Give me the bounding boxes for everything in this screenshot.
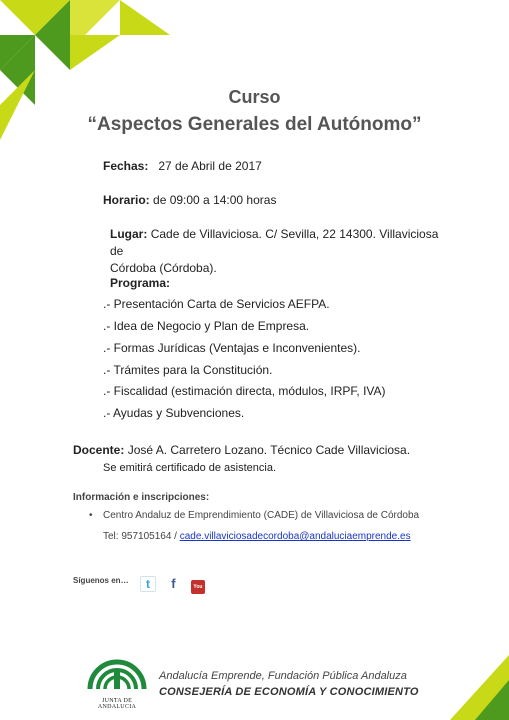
lugar-row [110,226,450,277]
docente-value: José A. Carretero Lozano. Técnico Cade Villaviciosa. [127,443,411,457]
junta-emblem-icon [86,655,148,691]
footer-line2: CONSEJERÍA DE ECONOMÍA Y CONOCIMIENTO [159,686,419,698]
lugar-value-line1: Cade de Villaviciosa. C/ Sevilla, 22 14300. Villaviciosa de [110,227,439,258]
course-label: Curso [228,87,281,107]
social-label: Síguenos en… [73,576,129,585]
programa-item: .- Trámites para la Constitución. [103,363,273,377]
programa-item: .- Formas Jurídicas (Ventajas e Inconvenientes). [103,341,361,355]
programa-heading-text: Programa: [110,276,171,290]
horario-row [103,193,276,207]
facebook-icon[interactable]: f [166,577,180,591]
fechas-value: 27 de Abril de 2017 [158,159,262,173]
info-heading: Información e inscripciones: [73,492,210,503]
programa-item: .- Ayudas y Subvenciones. [103,406,245,420]
docente-row [73,443,410,457]
docente-label: Docente: [73,443,125,457]
programa-item: .- Fiscalidad (estimación directa, módulos, IRPF, IVA) [103,384,386,398]
lugar-value-line2: Córdoba (Córdoba). [110,261,217,275]
centro-text: Centro Andaluz de Emprendimiento (CADE) de Villaviciosa de Córdoba [103,510,420,521]
programa-heading [110,276,170,290]
horario-label: Horario: [103,193,150,207]
fechas-row [103,159,262,173]
horario-value: de 09:00 a 14:00 horas [153,193,277,207]
twitter-icon[interactable]: t [140,576,156,592]
social-links [140,575,205,594]
junta-logo [86,655,148,710]
youtube-icon[interactable]: You [191,580,205,594]
fechas-label: Fechas: [103,159,149,173]
footer-line1: Andalucía Emprende, Fundación Pública Andaluza [159,670,407,682]
deco-triangle-3 [120,0,170,35]
email-link[interactable]: cade.villaviciosadecordoba@andaluciaemprende.es [179,531,411,542]
junta-caption: JUNTA DE ANDALUCIA [97,698,137,710]
contact-row [103,531,411,542]
tel-label: Tel: 957105164 / [103,531,177,542]
programa-item: .- Idea de Negocio y Plan de Empresa. [103,319,310,333]
course-title: “Aspectos Generales del Autónomo” [87,114,422,135]
certificado-text: Se emitirá certificado de asistencia. [103,462,277,474]
info-bullet: • [89,510,93,521]
deco-triangle-5 [70,35,120,70]
programa-item: .- Presentación Carta de Servicios AEFPA. [103,297,330,311]
footer-decoration [440,650,509,720]
lugar-label: Lugar: [110,227,148,241]
